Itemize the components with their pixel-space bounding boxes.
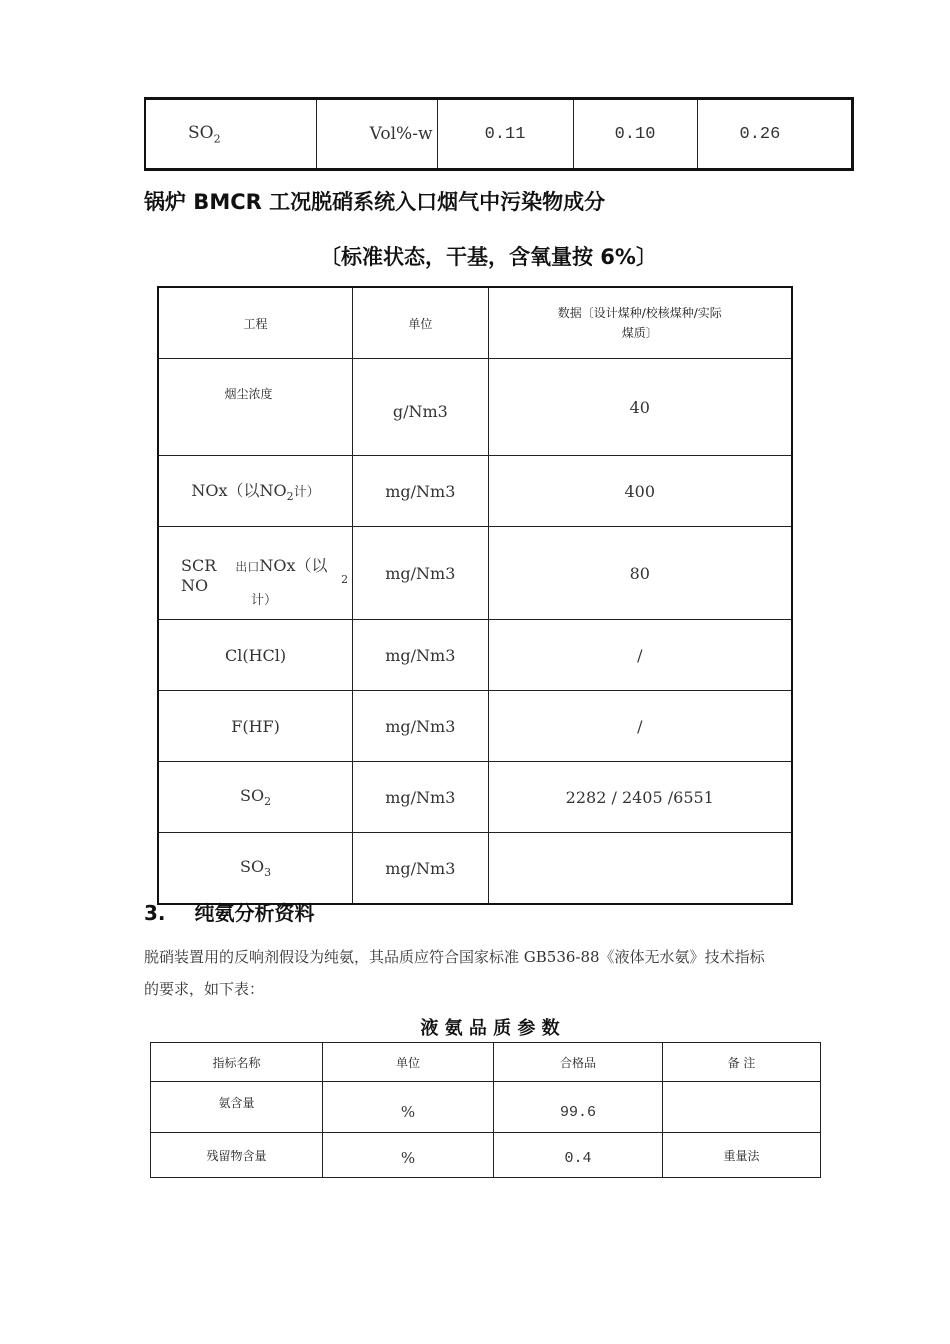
section3-heading: [144, 897, 314, 926]
table-row: [158, 762, 792, 833]
row-item: F(HF): [158, 691, 353, 762]
row-item-text: SO: [240, 785, 265, 805]
row-item: [158, 456, 353, 527]
top-table: [144, 97, 854, 171]
paragraph-line-2: 的要求，如下表：: [144, 980, 265, 998]
table-header-row: [151, 1043, 821, 1082]
row-unit: mg/Nm3: [353, 833, 488, 905]
row-unit: %: [323, 1133, 494, 1178]
row-item-text-3: 计）: [251, 593, 278, 608]
row-unit: mg/Nm3: [353, 691, 488, 762]
table-row: [158, 833, 792, 905]
section3-number: 3.: [144, 901, 166, 925]
row-item-text: SCR: [181, 556, 217, 575]
row-unit: g/Nm3: [353, 359, 488, 456]
row-note: 重量法: [663, 1133, 821, 1178]
section3-title: 纯氨分析资料: [194, 901, 315, 925]
row-item-sub: 2: [264, 795, 272, 809]
row-unit: mg/Nm3: [353, 527, 488, 620]
header-data: [488, 287, 792, 359]
top-table-unit: Vol%-w: [316, 99, 437, 170]
row-item: [158, 833, 353, 905]
row-item: [158, 762, 353, 833]
top-table-value-1: 0.11: [437, 99, 573, 170]
row-item-text-2: NOx（以NO: [181, 556, 328, 595]
body-paragraph: [144, 941, 844, 1005]
row-value: 400: [488, 456, 792, 527]
row-qualified: 0.4: [494, 1133, 663, 1178]
header-data-line1: 数据〔设计煤种∕校核煤种∕实际: [557, 306, 722, 320]
section-title: 锅炉 BMCR 工况脱硝系统入口烟气中污染物成分: [144, 190, 606, 214]
top-table-value-2: 0.10: [573, 99, 697, 170]
row-qualified: 99.6: [494, 1082, 663, 1133]
top-table-label-sub: 2: [213, 132, 221, 146]
table-row: [151, 1133, 821, 1178]
table-header-row: [158, 287, 792, 359]
row-value: /: [488, 620, 792, 691]
row-value: 40: [488, 359, 792, 456]
row-unit: %: [323, 1082, 494, 1133]
row-item: [158, 527, 353, 620]
header-note: 备 注: [663, 1043, 821, 1082]
row-unit: mg/Nm3: [353, 456, 488, 527]
row-value: 2282 / 2405 /6551: [488, 762, 792, 833]
paragraph-line-1: 脱硝装置用的反响剂假设为纯氨，其品质应符合国家标准 GB536-88《液体无水氨》技术指标: [144, 948, 765, 966]
table-row: [158, 456, 792, 527]
table-row: [158, 620, 792, 691]
top-table-value-3: 0.26: [697, 99, 852, 170]
table-row: [158, 691, 792, 762]
section-subtitle: 〔标准状态，干基，含氧量按 6%〕: [320, 245, 657, 269]
row-name: 残留物含量: [151, 1133, 323, 1178]
table-row: [145, 99, 852, 170]
row-note: [663, 1082, 821, 1133]
row-value: /: [488, 691, 792, 762]
table-row: [158, 359, 792, 456]
table-row: [151, 1082, 821, 1133]
row-item-sub: 3: [264, 866, 272, 880]
row-item-text-2: 计）: [293, 485, 320, 501]
header-unit: 单位: [323, 1043, 494, 1082]
row-name: 氨含量: [151, 1082, 323, 1133]
row-value: [488, 833, 792, 905]
top-table-label-cell: [145, 99, 316, 170]
row-unit: mg/Nm3: [353, 620, 488, 691]
flue-gas-table: [157, 286, 793, 905]
row-item-sub: 2: [286, 490, 294, 504]
row-unit: mg/Nm3: [353, 762, 488, 833]
row-item-sub: 2: [341, 573, 349, 586]
row-value: 80: [488, 527, 792, 620]
nh3-table-title: 液 氨 品 质 参 数: [420, 1018, 560, 1039]
row-item-text: SO: [240, 856, 265, 876]
table-row: [158, 527, 792, 620]
row-item-text: NOx（以NO: [191, 481, 287, 501]
row-item-text-mid: 出口: [235, 560, 260, 574]
header-data-line2: 煤质〕: [621, 326, 658, 340]
row-item: Cl(HCl): [158, 620, 353, 691]
top-table-label: SO: [188, 122, 214, 143]
header-unit: 单位: [353, 287, 488, 359]
row-item: 烟尘浓度: [158, 359, 353, 456]
header-qualified: 合格品: [494, 1043, 663, 1082]
header-name: 指标名称: [151, 1043, 323, 1082]
header-item: 工程: [158, 287, 353, 359]
ammonia-table: [150, 1042, 821, 1178]
